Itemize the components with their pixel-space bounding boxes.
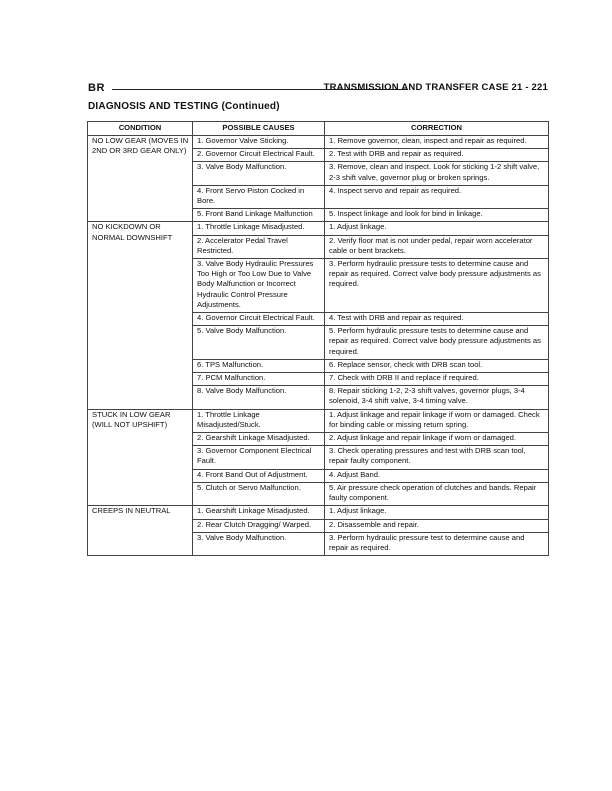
correction-cell: 3. Perform hydraulic pressure test to determine cause and repair as required. <box>325 532 549 555</box>
condition-cell: NO LOW GEAR (MOVES IN 2ND OR 3RD GEAR ONLY) <box>88 136 193 222</box>
cause-cell: 3. Valve Body Malfunction. <box>193 532 325 555</box>
correction-cell: 3. Remove, clean and inspect. Look for sticking 1-2 shift valve, 2-3 shift valve, governor plug or broken springs. <box>325 162 549 185</box>
table-row <box>88 506 549 519</box>
correction-cell: 5. Air pressure check operation of clutches and bands. Repair faulty component. <box>325 482 549 505</box>
cause-cell: 5. Front Band Linkage Malfunction <box>193 209 325 222</box>
column-header-causes: POSSIBLE CAUSES <box>193 122 325 136</box>
cause-cell: 1. Governor Valve Sticking. <box>193 136 325 149</box>
cause-cell: 4. Governor Circuit Electrical Fault. <box>193 313 325 326</box>
diagnosis-table <box>87 121 549 556</box>
cause-cell: 2. Accelerator Pedal Travel Restricted. <box>193 235 325 258</box>
correction-cell: 1. Adjust linkage and repair linkage if worn or damaged. Check for binding cable or missing return spring. <box>325 409 549 432</box>
correction-cell: 4. Test with DRB and repair as required. <box>325 313 549 326</box>
cause-cell: 4. Front Servo Piston Cocked in Bore. <box>193 185 325 208</box>
correction-cell: 5. Perform hydraulic pressure tests to determine cause and repair as required. Correct valve body pressure adjustments as required. <box>325 326 549 360</box>
correction-cell: 1. Adjust linkage. <box>325 506 549 519</box>
cause-cell: 1. Throttle Linkage Misadjusted/Stuck. <box>193 409 325 432</box>
correction-cell: 8. Repair sticking 1-2, 2-3 shift valves, governor plugs, 3-4 solenoid, 3-4 shift valve, 3-4 timing valve. <box>325 386 549 409</box>
correction-cell: 1. Remove governor, clean, inspect and repair as required. <box>325 136 549 149</box>
column-header-condition: CONDITION <box>88 122 193 136</box>
cause-cell: 1. Throttle Linkage Misadjusted. <box>193 222 325 235</box>
cause-cell: 3. Governor Component Electrical Fault. <box>193 446 325 469</box>
header-section-code: BR <box>88 82 105 94</box>
cause-cell: 5. Valve Body Malfunction. <box>193 326 325 360</box>
correction-cell: 6. Replace sensor, check with DRB scan tool. <box>325 359 549 372</box>
correction-cell: 5. Inspect linkage and look for bind in linkage. <box>325 209 549 222</box>
condition-cell: NO KICKDOWN OR NORMAL DOWNSHIFT <box>88 222 193 409</box>
cause-cell: 7. PCM Malfunction. <box>193 373 325 386</box>
cause-cell: 2. Rear Clutch Dragging/ Warped. <box>193 519 325 532</box>
correction-cell: 2. Test with DRB and repair as required. <box>325 149 549 162</box>
cause-cell: 5. Clutch or Servo Malfunction. <box>193 482 325 505</box>
table-row <box>88 409 549 432</box>
correction-cell: 2. Adjust linkage and repair linkage if worn or damaged. <box>325 433 549 446</box>
cause-cell: 2. Governor Circuit Electrical Fault. <box>193 149 325 162</box>
cause-cell: 6. TPS Malfunction. <box>193 359 325 372</box>
section-title: DIAGNOSIS AND TESTING (Continued) <box>88 101 280 112</box>
correction-cell: 3. Perform hydraulic pressure tests to determine cause and repair as required. Correct valve body pressure adjustments as required. <box>325 259 549 313</box>
correction-cell: 4. Inspect servo and repair as required. <box>325 185 549 208</box>
correction-cell: 7. Check with DRB II and replace if required. <box>325 373 549 386</box>
correction-cell: 4. Adjust Band. <box>325 469 549 482</box>
correction-cell: 1. Adjust linkage. <box>325 222 549 235</box>
column-header-correction: CORRECTION <box>325 122 549 136</box>
cause-cell: 1. Gearshift Linkage Misadjusted. <box>193 506 325 519</box>
table-row <box>88 136 549 149</box>
condition-cell: STUCK IN LOW GEAR (WILL NOT UPSHIFT) <box>88 409 193 506</box>
cause-cell: 8. Valve Body Malfunction. <box>193 386 325 409</box>
cause-cell: 4. Front Band Out of Adjustment. <box>193 469 325 482</box>
correction-cell: 2. Verify floor mat is not under pedal, repair worn accelerator cable or bent brackets. <box>325 235 549 258</box>
correction-cell: 2. Disassemble and repair. <box>325 519 549 532</box>
correction-cell: 3. Check operating pressures and test with DRB scan tool, repair faulty component. <box>325 446 549 469</box>
cause-cell: 3. Valve Body Malfunction. <box>193 162 325 185</box>
table-row <box>88 222 549 235</box>
cause-cell: 2. Gearshift Linkage Misadjusted. <box>193 433 325 446</box>
header-title: TRANSMISSION AND TRANSFER CASE 21 - 221 <box>323 82 548 93</box>
condition-cell: CREEPS IN NEUTRAL <box>88 506 193 556</box>
table-body <box>88 136 549 556</box>
cause-cell: 3. Valve Body Hydraulic Pressures Too High or Too Low Due to Valve Body Malfunction or Incorrect Hydraulic Control Pressure Adjustments. <box>193 259 325 313</box>
page-header <box>88 82 548 96</box>
table-header-row <box>88 122 549 136</box>
